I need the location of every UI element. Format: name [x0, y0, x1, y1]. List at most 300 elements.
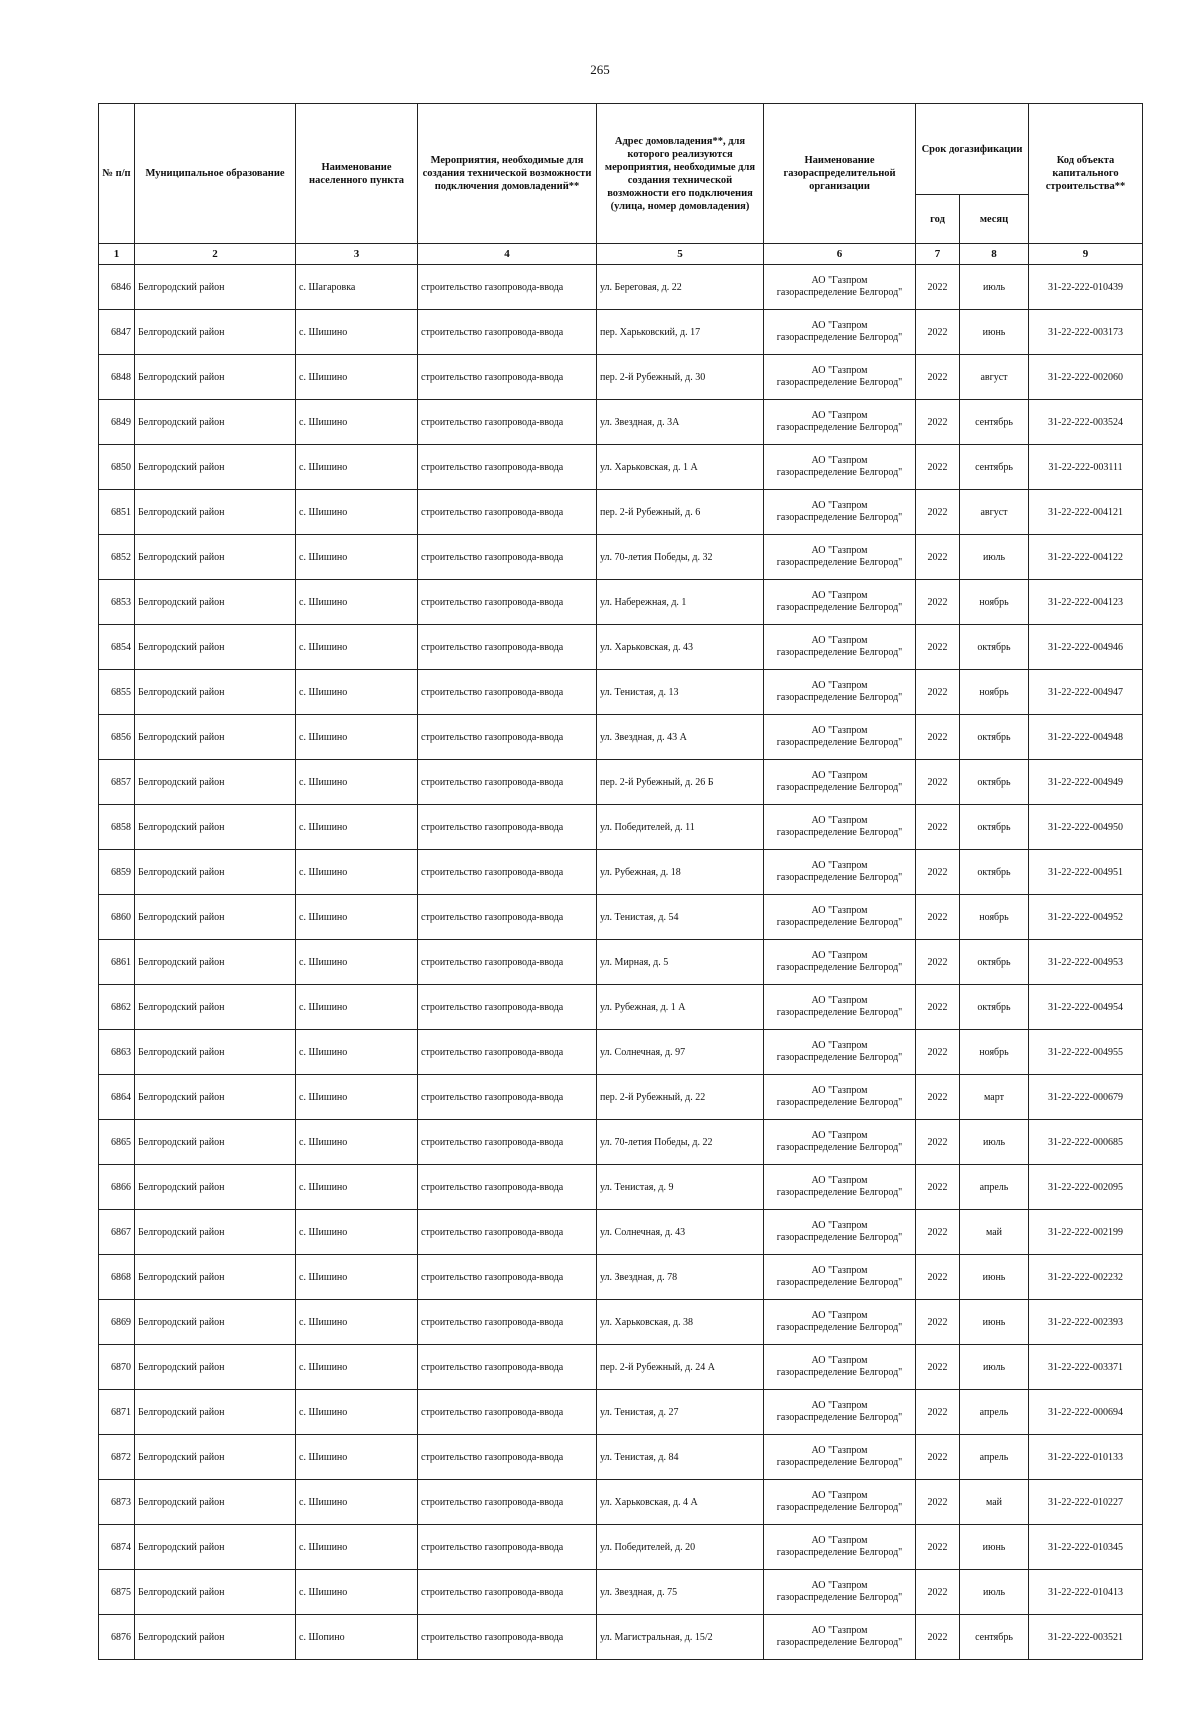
row-number: 6850 — [99, 445, 135, 490]
municipality-cell: Белгородский район — [135, 625, 296, 670]
address-cell: пер. 2-й Рубежный, д. 30 — [597, 355, 764, 400]
year-cell: 2022 — [916, 1075, 960, 1120]
municipality-cell: Белгородский район — [135, 400, 296, 445]
municipality-cell: Белгородский район — [135, 1300, 296, 1345]
address-cell: ул. 70-летия Победы, д. 32 — [597, 535, 764, 580]
year-cell: 2022 — [916, 805, 960, 850]
year-cell: 2022 — [916, 1435, 960, 1480]
organization-line-2: газораспределение Белгород" — [776, 692, 903, 703]
month-cell: апрель — [960, 1390, 1029, 1435]
measure-cell: строительство газопровода-ввода — [418, 1210, 597, 1255]
address-cell: ул. Тенистая, д. 27 — [597, 1390, 764, 1435]
organization-line-1: АО "Газпром — [811, 545, 868, 556]
address-cell: ул. Харьковская, д. 1 А — [597, 445, 764, 490]
row-number: 6858 — [99, 805, 135, 850]
header-address: Адрес домовладения**, для которого реализуются мероприятия, необходимые для создания технической возможности его подключения (улица, номер домовладения) — [597, 104, 764, 244]
measure-cell: строительство газопровода-ввода — [418, 760, 597, 805]
code-cell: 31-22-222-004948 — [1029, 715, 1143, 760]
header-month: месяц — [960, 195, 1029, 244]
measure-cell: строительство газопровода-ввода — [418, 985, 597, 1030]
table-row — [99, 1300, 1143, 1345]
settlement-cell: с. Шишино — [296, 1435, 418, 1480]
organization-line-2: газораспределение Белгород" — [776, 647, 903, 658]
row-number: 6876 — [99, 1615, 135, 1660]
row-number: 6848 — [99, 355, 135, 400]
organization-line-2: газораспределение Белгород" — [776, 377, 903, 388]
organization-line-2: газораспределение Белгород" — [776, 422, 903, 433]
organization-line-1: АО "Газпром — [811, 455, 868, 466]
month-cell: июль — [960, 265, 1029, 310]
address-cell: ул. Тенистая, д. 13 — [597, 670, 764, 715]
row-number: 6870 — [99, 1345, 135, 1390]
code-cell: 31-22-222-004955 — [1029, 1030, 1143, 1075]
organization-line-2: газораспределение Белгород" — [776, 917, 903, 928]
settlement-cell: с. Шишино — [296, 1255, 418, 1300]
column-numbers-row — [99, 244, 1143, 265]
row-number: 6875 — [99, 1570, 135, 1615]
settlement-cell: с. Шишино — [296, 400, 418, 445]
organization-cell — [764, 400, 916, 445]
organization-cell — [764, 1120, 916, 1165]
table-row — [99, 1525, 1143, 1570]
municipality-cell: Белгородский район — [135, 1165, 296, 1210]
organization-line-2: газораспределение Белгород" — [776, 827, 903, 838]
organization-line-1: АО "Газпром — [811, 1265, 868, 1276]
month-cell: октябрь — [960, 850, 1029, 895]
organization-line-2: газораспределение Белгород" — [776, 512, 903, 523]
organization-cell — [764, 1210, 916, 1255]
year-cell: 2022 — [916, 490, 960, 535]
organization-cell — [764, 310, 916, 355]
organization-line-2: газораспределение Белгород" — [776, 1187, 903, 1198]
month-cell: октябрь — [960, 625, 1029, 670]
table-row — [99, 850, 1143, 895]
settlement-cell: с. Шишино — [296, 1480, 418, 1525]
measure-cell: строительство газопровода-ввода — [418, 1120, 597, 1165]
address-cell: ул. Набережная, д. 1 — [597, 580, 764, 625]
code-cell: 31-22-222-000679 — [1029, 1075, 1143, 1120]
month-cell: июль — [960, 535, 1029, 580]
measure-cell: строительство газопровода-ввода — [418, 1615, 597, 1660]
settlement-cell: с. Шишино — [296, 850, 418, 895]
code-cell: 31-22-222-004952 — [1029, 895, 1143, 940]
municipality-cell: Белгородский район — [135, 1390, 296, 1435]
organization-line-2: газораспределение Белгород" — [776, 1367, 903, 1378]
organization-line-1: АО "Газпром — [811, 590, 868, 601]
organization-line-1: АО "Газпром — [811, 635, 868, 646]
organization-cell — [764, 580, 916, 625]
column-number: 3 — [296, 244, 418, 265]
settlement-cell: с. Шишино — [296, 580, 418, 625]
row-number: 6859 — [99, 850, 135, 895]
code-cell: 31-22-222-003521 — [1029, 1615, 1143, 1660]
code-cell: 31-22-222-002060 — [1029, 355, 1143, 400]
column-number: 5 — [597, 244, 764, 265]
address-cell: пер. 2-й Рубежный, д. 6 — [597, 490, 764, 535]
municipality-cell: Белгородский район — [135, 1030, 296, 1075]
address-cell: ул. Тенистая, д. 84 — [597, 1435, 764, 1480]
measure-cell: строительство газопровода-ввода — [418, 850, 597, 895]
row-number: 6847 — [99, 310, 135, 355]
code-cell: 31-22-222-004947 — [1029, 670, 1143, 715]
table-row — [99, 1210, 1143, 1255]
organization-line-2: газораспределение Белгород" — [776, 737, 903, 748]
month-cell: июль — [960, 1345, 1029, 1390]
municipality-cell: Белгородский район — [135, 310, 296, 355]
settlement-cell: с. Шишино — [296, 940, 418, 985]
settlement-cell: с. Шишино — [296, 1030, 418, 1075]
table-row — [99, 625, 1143, 670]
code-cell: 31-22-222-000685 — [1029, 1120, 1143, 1165]
measure-cell: строительство газопровода-ввода — [418, 1075, 597, 1120]
address-cell: пер. Харьковский, д. 17 — [597, 310, 764, 355]
table-row — [99, 760, 1143, 805]
municipality-cell: Белгородский район — [135, 1075, 296, 1120]
measure-cell: строительство газопровода-ввода — [418, 1255, 597, 1300]
address-cell: ул. Победителей, д. 11 — [597, 805, 764, 850]
organization-cell — [764, 985, 916, 1030]
organization-cell — [764, 1030, 916, 1075]
measure-cell: строительство газопровода-ввода — [418, 400, 597, 445]
table-row — [99, 985, 1143, 1030]
column-number: 6 — [764, 244, 916, 265]
organization-cell — [764, 1255, 916, 1300]
organization-cell — [764, 535, 916, 580]
municipality-cell: Белгородский район — [135, 355, 296, 400]
organization-line-2: газораспределение Белгород" — [776, 782, 903, 793]
organization-line-1: АО "Газпром — [811, 1040, 868, 1051]
settlement-cell: с. Шишино — [296, 1120, 418, 1165]
settlement-cell: с. Шишино — [296, 535, 418, 580]
settlement-cell: с. Шишино — [296, 895, 418, 940]
organization-line-2: газораспределение Белгород" — [776, 1052, 903, 1063]
table-row — [99, 940, 1143, 985]
row-number: 6869 — [99, 1300, 135, 1345]
month-cell: июнь — [960, 1525, 1029, 1570]
organization-line-1: АО "Газпром — [811, 770, 868, 781]
table-row — [99, 1570, 1143, 1615]
month-cell: апрель — [960, 1165, 1029, 1210]
address-cell: ул. Харьковская, д. 4 А — [597, 1480, 764, 1525]
address-cell: ул. Звездная, д. 78 — [597, 1255, 764, 1300]
municipality-cell: Белгородский район — [135, 580, 296, 625]
address-cell: ул. Тенистая, д. 54 — [597, 895, 764, 940]
month-cell: октябрь — [960, 985, 1029, 1030]
column-number: 9 — [1029, 244, 1143, 265]
measure-cell: строительство газопровода-ввода — [418, 895, 597, 940]
header-num: № п/п — [99, 104, 135, 244]
year-cell: 2022 — [916, 940, 960, 985]
table-row — [99, 1075, 1143, 1120]
year-cell: 2022 — [916, 1300, 960, 1345]
code-cell: 31-22-222-010439 — [1029, 265, 1143, 310]
row-number: 6874 — [99, 1525, 135, 1570]
organization-line-2: газораспределение Белгород" — [776, 1547, 903, 1558]
month-cell: сентябрь — [960, 445, 1029, 490]
year-cell: 2022 — [916, 310, 960, 355]
code-cell: 31-22-222-004954 — [1029, 985, 1143, 1030]
organization-line-2: газораспределение Белгород" — [776, 1637, 903, 1648]
organization-cell — [764, 1480, 916, 1525]
settlement-cell: с. Шишино — [296, 670, 418, 715]
organization-cell — [764, 1390, 916, 1435]
organization-line-1: АО "Газпром — [811, 275, 868, 286]
organization-line-1: АО "Газпром — [811, 1400, 868, 1411]
municipality-cell: Белгородский район — [135, 490, 296, 535]
year-cell: 2022 — [916, 625, 960, 670]
settlement-cell: с. Шишино — [296, 1165, 418, 1210]
organization-line-1: АО "Газпром — [811, 1220, 868, 1231]
municipality-cell: Белгородский район — [135, 1210, 296, 1255]
settlement-cell: с. Шишино — [296, 760, 418, 805]
code-cell: 31-22-222-004953 — [1029, 940, 1143, 985]
table-row — [99, 1030, 1143, 1075]
row-number: 6867 — [99, 1210, 135, 1255]
table-body — [99, 265, 1143, 1660]
month-cell: октябрь — [960, 760, 1029, 805]
code-cell: 31-22-222-003524 — [1029, 400, 1143, 445]
row-number: 6852 — [99, 535, 135, 580]
address-cell: ул. Рубежная, д. 1 А — [597, 985, 764, 1030]
address-cell: ул. Звездная, д. 75 — [597, 1570, 764, 1615]
settlement-cell: с. Шишино — [296, 1210, 418, 1255]
organization-cell — [764, 265, 916, 310]
organization-line-1: АО "Газпром — [811, 860, 868, 871]
measure-cell: строительство газопровода-ввода — [418, 1570, 597, 1615]
month-cell: июль — [960, 1570, 1029, 1615]
row-number: 6864 — [99, 1075, 135, 1120]
code-cell: 31-22-222-003111 — [1029, 445, 1143, 490]
municipality-cell: Белгородский район — [135, 445, 296, 490]
municipality-cell: Белгородский район — [135, 715, 296, 760]
year-cell: 2022 — [916, 1615, 960, 1660]
organization-line-2: газораспределение Белгород" — [776, 1592, 903, 1603]
month-cell: август — [960, 355, 1029, 400]
row-number: 6868 — [99, 1255, 135, 1300]
organization-line-2: газораспределение Белгород" — [776, 1322, 903, 1333]
row-number: 6873 — [99, 1480, 135, 1525]
organization-cell — [764, 490, 916, 535]
measure-cell: строительство газопровода-ввода — [418, 625, 597, 670]
code-cell: 31-22-222-002393 — [1029, 1300, 1143, 1345]
organization-line-1: АО "Газпром — [811, 1085, 868, 1096]
address-cell: пер. 2-й Рубежный, д. 26 Б — [597, 760, 764, 805]
organization-cell — [764, 670, 916, 715]
settlement-cell: с. Шишино — [296, 805, 418, 850]
row-number: 6861 — [99, 940, 135, 985]
organization-line-2: газораспределение Белгород" — [776, 332, 903, 343]
organization-cell — [764, 1075, 916, 1120]
municipality-cell: Белгородский район — [135, 985, 296, 1030]
measure-cell: строительство газопровода-ввода — [418, 265, 597, 310]
organization-cell — [764, 1615, 916, 1660]
organization-line-1: АО "Газпром — [811, 365, 868, 376]
header-settlement: Наименование населенного пункта — [296, 104, 418, 244]
table-row — [99, 445, 1143, 490]
organization-line-1: АО "Газпром — [811, 1355, 868, 1366]
year-cell: 2022 — [916, 1120, 960, 1165]
settlement-cell: с. Шопино — [296, 1615, 418, 1660]
year-cell: 2022 — [916, 715, 960, 760]
settlement-cell: с. Шишино — [296, 1075, 418, 1120]
table-row — [99, 805, 1143, 850]
measure-cell: строительство газопровода-ввода — [418, 1300, 597, 1345]
month-cell: ноябрь — [960, 670, 1029, 715]
settlement-cell: с. Шишино — [296, 715, 418, 760]
organization-cell — [764, 715, 916, 760]
settlement-cell: с. Шишино — [296, 1390, 418, 1435]
table-row — [99, 535, 1143, 580]
settlement-cell: с. Шишино — [296, 490, 418, 535]
organization-line-1: АО "Газпром — [811, 1490, 868, 1501]
municipality-cell: Белгородский район — [135, 850, 296, 895]
month-cell: июнь — [960, 310, 1029, 355]
header-municipality: Муниципальное образование — [135, 104, 296, 244]
header-code: Код объекта капитального строительства** — [1029, 104, 1143, 244]
measure-cell: строительство газопровода-ввода — [418, 940, 597, 985]
organization-cell — [764, 805, 916, 850]
year-cell: 2022 — [916, 895, 960, 940]
column-number: 2 — [135, 244, 296, 265]
measure-cell: строительство газопровода-ввода — [418, 445, 597, 490]
column-number: 7 — [916, 244, 960, 265]
measure-cell: строительство газопровода-ввода — [418, 1390, 597, 1435]
organization-line-1: АО "Газпром — [811, 1130, 868, 1141]
measure-cell: строительство газопровода-ввода — [418, 715, 597, 760]
settlement-cell: с. Шишино — [296, 985, 418, 1030]
year-cell: 2022 — [916, 400, 960, 445]
settlement-cell: с. Шишино — [296, 310, 418, 355]
organization-line-1: АО "Газпром — [811, 1175, 868, 1186]
table-row — [99, 490, 1143, 535]
organization-line-1: АО "Газпром — [811, 680, 868, 691]
code-cell: 31-22-222-010345 — [1029, 1525, 1143, 1570]
year-cell: 2022 — [916, 1570, 960, 1615]
municipality-cell: Белгородский район — [135, 895, 296, 940]
organization-line-2: газораспределение Белгород" — [776, 962, 903, 973]
code-cell: 31-22-222-003173 — [1029, 310, 1143, 355]
measure-cell: строительство газопровода-ввода — [418, 310, 597, 355]
code-cell: 31-22-222-004121 — [1029, 490, 1143, 535]
organization-cell — [764, 760, 916, 805]
settlement-cell: с. Шишино — [296, 355, 418, 400]
row-number: 6871 — [99, 1390, 135, 1435]
municipality-cell: Белгородский район — [135, 1120, 296, 1165]
code-cell: 31-22-222-004946 — [1029, 625, 1143, 670]
organization-line-2: газораспределение Белгород" — [776, 1142, 903, 1153]
year-cell: 2022 — [916, 1210, 960, 1255]
table-row — [99, 355, 1143, 400]
organization-line-1: АО "Газпром — [811, 1535, 868, 1546]
address-cell: ул. Солнечная, д. 43 — [597, 1210, 764, 1255]
row-number: 6855 — [99, 670, 135, 715]
municipality-cell: Белгородский район — [135, 1345, 296, 1390]
organization-line-2: газораспределение Белгород" — [776, 1097, 903, 1108]
month-cell: октябрь — [960, 805, 1029, 850]
year-cell: 2022 — [916, 535, 960, 580]
organization-line-1: АО "Газпром — [811, 905, 868, 916]
measure-cell: строительство газопровода-ввода — [418, 670, 597, 715]
row-number: 6853 — [99, 580, 135, 625]
organization-cell — [764, 355, 916, 400]
organization-line-1: АО "Газпром — [811, 1310, 868, 1321]
month-cell: апрель — [960, 1435, 1029, 1480]
organization-line-2: газораспределение Белгород" — [776, 557, 903, 568]
month-cell: сентябрь — [960, 1615, 1029, 1660]
settlement-cell: с. Шишино — [296, 625, 418, 670]
code-cell: 31-22-222-010133 — [1029, 1435, 1143, 1480]
table-row — [99, 1615, 1143, 1660]
month-cell: ноябрь — [960, 895, 1029, 940]
table-row — [99, 310, 1143, 355]
settlement-cell: с. Шишино — [296, 1525, 418, 1570]
measure-cell: строительство газопровода-ввода — [418, 355, 597, 400]
row-number: 6849 — [99, 400, 135, 445]
municipality-cell: Белгородский район — [135, 1255, 296, 1300]
table-row — [99, 1390, 1143, 1435]
code-cell: 31-22-222-004949 — [1029, 760, 1143, 805]
address-cell: ул. Харьковская, д. 43 — [597, 625, 764, 670]
row-number: 6872 — [99, 1435, 135, 1480]
month-cell: март — [960, 1075, 1029, 1120]
organization-cell — [764, 445, 916, 490]
table-row — [99, 1120, 1143, 1165]
organization-cell — [764, 1435, 916, 1480]
address-cell: ул. Тенистая, д. 9 — [597, 1165, 764, 1210]
organization-line-2: газораспределение Белгород" — [776, 467, 903, 478]
header-term: Срок догазификации — [916, 104, 1029, 195]
row-number: 6856 — [99, 715, 135, 760]
year-cell: 2022 — [916, 1390, 960, 1435]
year-cell: 2022 — [916, 1345, 960, 1390]
table-row — [99, 1165, 1143, 1210]
year-cell: 2022 — [916, 1165, 960, 1210]
month-cell: июнь — [960, 1300, 1029, 1345]
measure-cell: строительство газопровода-ввода — [418, 1030, 597, 1075]
organization-cell — [764, 850, 916, 895]
settlement-cell: с. Шишино — [296, 1570, 418, 1615]
year-cell: 2022 — [916, 265, 960, 310]
organization-cell — [764, 625, 916, 670]
table-row — [99, 1345, 1143, 1390]
organization-line-2: газораспределение Белгород" — [776, 1232, 903, 1243]
address-cell: ул. Звездная, д. 43 А — [597, 715, 764, 760]
page-number: 265 — [590, 62, 610, 77]
address-cell: ул. Мирная, д. 5 — [597, 940, 764, 985]
year-cell: 2022 — [916, 445, 960, 490]
organization-line-2: газораспределение Белгород" — [776, 1412, 903, 1423]
municipality-cell: Белгородский район — [135, 1570, 296, 1615]
measure-cell: строительство газопровода-ввода — [418, 535, 597, 580]
month-cell: октябрь — [960, 940, 1029, 985]
organization-line-1: АО "Газпром — [811, 320, 868, 331]
organization-line-1: АО "Газпром — [811, 995, 868, 1006]
month-cell: октябрь — [960, 715, 1029, 760]
organization-line-2: газораспределение Белгород" — [776, 1007, 903, 1018]
address-cell: ул. Магистральная, д. 15/2 — [597, 1615, 764, 1660]
header-organization: Наименование газораспределительной организации — [764, 104, 916, 244]
organization-line-1: АО "Газпром — [811, 410, 868, 421]
settlement-cell: с. Шишино — [296, 1300, 418, 1345]
organization-line-1: АО "Газпром — [811, 1445, 868, 1456]
column-number: 4 — [418, 244, 597, 265]
year-cell: 2022 — [916, 580, 960, 625]
year-cell: 2022 — [916, 760, 960, 805]
settlement-cell: с. Шишино — [296, 445, 418, 490]
organization-line-1: АО "Газпром — [811, 725, 868, 736]
municipality-cell: Белгородский район — [135, 760, 296, 805]
address-cell: пер. 2-й Рубежный, д. 22 — [597, 1075, 764, 1120]
